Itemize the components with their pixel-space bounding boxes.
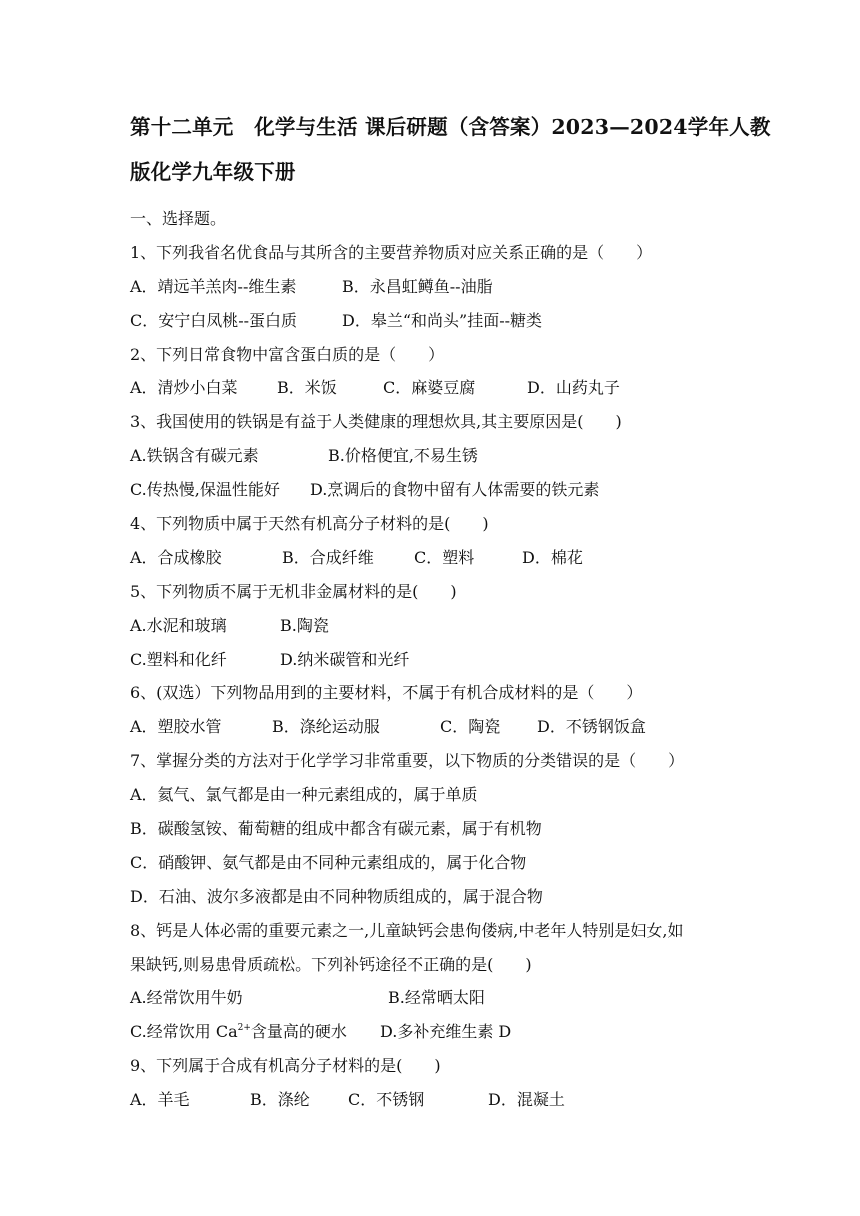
question-8-stem-line-1: 8、钙是人体必需的重要元素之一,儿童缺钙会患佝偻病,中老年人特别是妇女,如 — [130, 920, 684, 940]
question-list — [130, 202, 770, 1117]
question-1-options-row-2 — [130, 304, 770, 338]
question-5-options-row-2 — [130, 643, 770, 677]
question-6-option-c: C．陶瓷 — [440, 717, 501, 737]
question-1-stem: 1、下列我省名优食品与其所含的主要营养物质对应关系正确的是（ ） — [130, 242, 653, 262]
question-2-options — [130, 371, 770, 405]
question-7-option-a: A．氦气、氯气都是由一种元素组成的，属于单质 — [130, 785, 478, 805]
question-2-option-a: A．清炒小白菜 — [130, 378, 238, 398]
question-7-option-d: D．石油、波尔多液都是由不同种物质组成的，属于混合物 — [130, 886, 543, 906]
question-6-option-b: B．涤纶运动服 — [272, 717, 380, 737]
question-9-option-a: A．羊毛 — [130, 1090, 190, 1110]
question-7-option-b: B．碳酸氢铵、葡萄糖的组成中都含有碳元素，属于有机物 — [130, 819, 542, 839]
question-7-stem: 7、掌握分类的方法对于化学学习非常重要，以下物质的分类错误的是（ ） — [130, 751, 685, 771]
question-8-option-b: B.经常晒太阳 — [388, 988, 485, 1008]
question-1-option-c: C．安宁白凤桃--蛋白质 — [130, 310, 298, 330]
question-4-option-d: D．棉花 — [522, 547, 583, 567]
question-9-option-b: B．涤纶 — [250, 1090, 310, 1110]
section-heading: 一、选择题。 — [130, 209, 227, 228]
question-5-options-row-1 — [130, 609, 770, 643]
question-3-options-row-1 — [130, 439, 770, 473]
question-3-stem: 3、我国使用的铁锅是有益于人类健康的理想炊具,其主要原因是( ) — [130, 412, 622, 432]
question-2-option-d: D．山药丸子 — [527, 378, 620, 398]
question-8-option-d: D.多补充维生素 D — [380, 1022, 512, 1042]
question-1-options-row-1 — [130, 270, 770, 304]
question-8-stem-line-2: 果缺钙,则易患骨质疏松。下列补钙途径不正确的是( ) — [130, 954, 532, 974]
question-3-option-b: B.价格便宜,不易生锈 — [328, 446, 478, 466]
question-8-options-row-2 — [130, 1015, 770, 1049]
question-5-option-c: C.塑料和化纤 — [130, 649, 227, 669]
question-6-option-a: A．塑胶水管 — [130, 717, 222, 737]
question-5-option-a: A.水泥和玻璃 — [130, 615, 227, 635]
question-3-option-c: C.传热慢,保温性能好 — [130, 480, 280, 500]
question-8-option-c-text-pre: C.经常饮用 Ca — [130, 1022, 238, 1042]
question-9-option-c: C．不锈钢 — [348, 1090, 425, 1110]
question-2-option-b: B．米饭 — [277, 378, 337, 398]
question-5-option-d: D.纳米碳管和光纤 — [280, 649, 410, 669]
question-8-options-row-1 — [130, 981, 770, 1015]
question-4-option-a: A．合成橡胶 — [130, 547, 222, 567]
question-7-option-c: C．硝酸钾、氨气都是由不同种元素组成的，属于化合物 — [130, 852, 527, 872]
question-2-option-c: C．麻婆豆腐 — [383, 378, 476, 398]
document-title-line-2: 版化学九年级下册 — [130, 160, 296, 184]
document-title-line-1: 第十二单元 化学与生活 课后研题（含答案）2023—2024学年人教 — [130, 115, 771, 139]
question-4-stem: 4、下列物质中属于天然有机高分子材料的是( ) — [130, 514, 489, 534]
question-5-option-b: B.陶瓷 — [280, 615, 329, 635]
question-2-stem: 2、下列日常食物中富含蛋白质的是（ ） — [130, 344, 445, 364]
question-8-option-c-text-post: 含量高的硬水 — [250, 1022, 347, 1042]
question-9-option-d: D．混凝土 — [488, 1090, 565, 1110]
question-9-stem: 9、下列属于合成有机高分子材料的是( ) — [130, 1056, 441, 1076]
question-5-stem: 5、下列物质不属于无机非金属材料的是( ) — [130, 581, 457, 601]
question-1-option-a: A．靖远羊羔肉--维生素 — [130, 276, 297, 296]
question-8-option-c — [130, 1015, 380, 1049]
question-1-option-b: B．永昌虹鳟鱼--油脂 — [342, 276, 493, 296]
question-1-option-d: D．皋兰“和尚头”挂面--糖类 — [342, 310, 543, 330]
question-8-option-a: A.经常饮用牛奶 — [130, 988, 243, 1008]
question-4-option-b: B．合成纤维 — [282, 547, 374, 567]
question-6-option-d: D．不锈钢饭盒 — [537, 717, 646, 737]
question-6-stem: 6、(双选）下列物品用到的主要材料，不属于有机合成材料的是（ ） — [130, 683, 643, 703]
question-6-options — [130, 710, 770, 744]
question-9-options — [130, 1083, 770, 1117]
calcium-ion-charge: 2+ — [237, 1023, 251, 1034]
question-3-option-d: D.烹调后的食物中留有人体需要的铁元素 — [310, 480, 600, 500]
question-3-option-a: A.铁锅含有碳元素 — [130, 446, 259, 466]
question-4-options — [130, 541, 770, 575]
question-3-options-row-2 — [130, 473, 770, 507]
question-4-option-c: C．塑料 — [414, 547, 475, 567]
